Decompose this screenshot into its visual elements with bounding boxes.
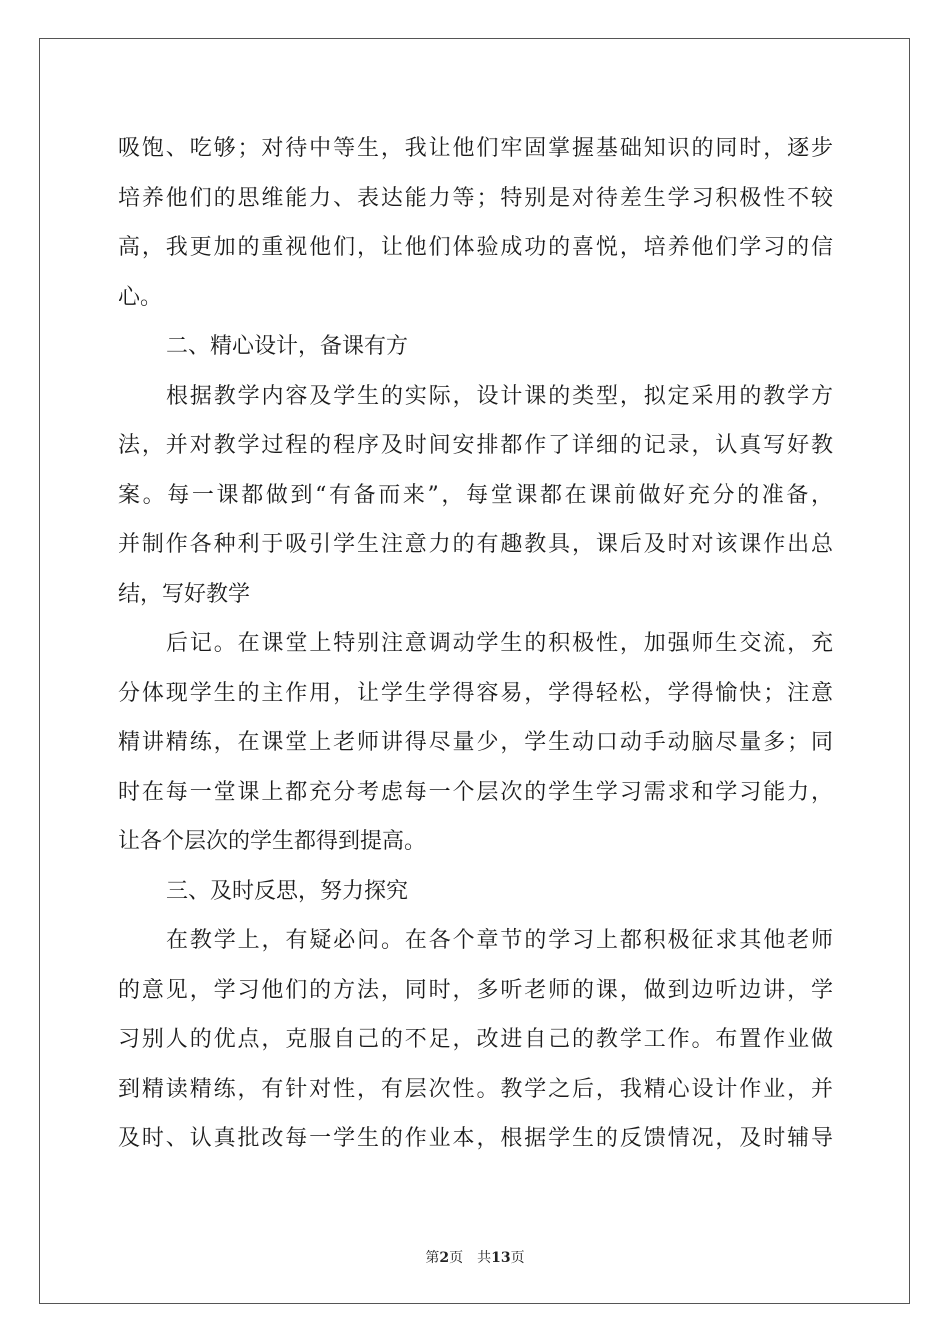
footer-total-unit: 页 <box>510 1250 525 1266</box>
text-line: 及时、认真批改每一学生的作业本，根据学生的反馈情况，及时辅导 <box>118 1126 833 1151</box>
section-heading: 二、精心设计，备课有方 <box>166 334 409 359</box>
text-line: 心。 <box>118 284 163 310</box>
text-line: 在教学上，有疑必问。在各个章节的学习上都积极征求其他老师 <box>166 928 833 953</box>
text-line: 案。每一课都做到“有备而来”，每堂课都在课前做好充分的准备， <box>118 482 833 508</box>
text-line: 分体现学生的主作用，让学生学得容易，学得轻松，学得愉快；注意 <box>118 680 833 706</box>
current-page-number: 2 <box>439 1250 450 1266</box>
text-line: 时在每一堂课上都充分考虑每一个层次的学生学习需求和学习能力， <box>118 779 833 805</box>
text-line: 结，写好教学 <box>118 581 251 607</box>
text-line: 到精读精练，有针对性，有层次性。教学之后，我精心设计作业，并 <box>118 1076 833 1102</box>
text-line: 培养他们的思维能力、表达能力等；特别是对待差生学习积极性不较 <box>118 185 833 211</box>
text-line: 高，我更加的重视他们，让他们体验成功的喜悦，培养他们学习的信 <box>118 235 833 260</box>
text-line: 精讲精练，在课堂上老师讲得尽量少，学生动口动手动脑尽量多；同 <box>118 730 833 755</box>
document-body <box>118 124 833 1164</box>
footer-total-prefix: 共 <box>477 1250 492 1266</box>
text-line: 习别人的优点，克服自己的不足，改进自己的教学工作。布置作业做 <box>118 1027 833 1052</box>
text-line: 并制作各种利于吸引学生注意力的有趣教具，课后及时对该课作出总 <box>118 532 833 557</box>
text-line: 让各个层次的学生都得到提高。 <box>118 829 427 854</box>
text-line: 法，并对教学过程的程序及时间安排都作了详细的记录，认真写好教 <box>118 433 833 458</box>
footer-prefix: 第 <box>425 1250 440 1266</box>
text-line: 后记。在课堂上特别注意调动学生的积极性，加强师生交流，充 <box>166 631 833 656</box>
text-line: 吸饱、吃够；对待中等生，我让他们牢固掌握基础知识的同时，逐步 <box>118 136 833 161</box>
total-pages-number: 13 <box>491 1250 511 1266</box>
text-line: 根据教学内容及学生的实际，设计课的类型，拟定采用的教学方 <box>166 383 833 409</box>
footer-page-unit: 页 <box>449 1250 464 1266</box>
section-heading: 三、及时反思，努力探究 <box>166 878 409 904</box>
page-footer <box>0 1248 950 1268</box>
text-line: 的意见，学习他们的方法，同时，多听老师的课，做到边听边讲，学 <box>118 977 833 1003</box>
